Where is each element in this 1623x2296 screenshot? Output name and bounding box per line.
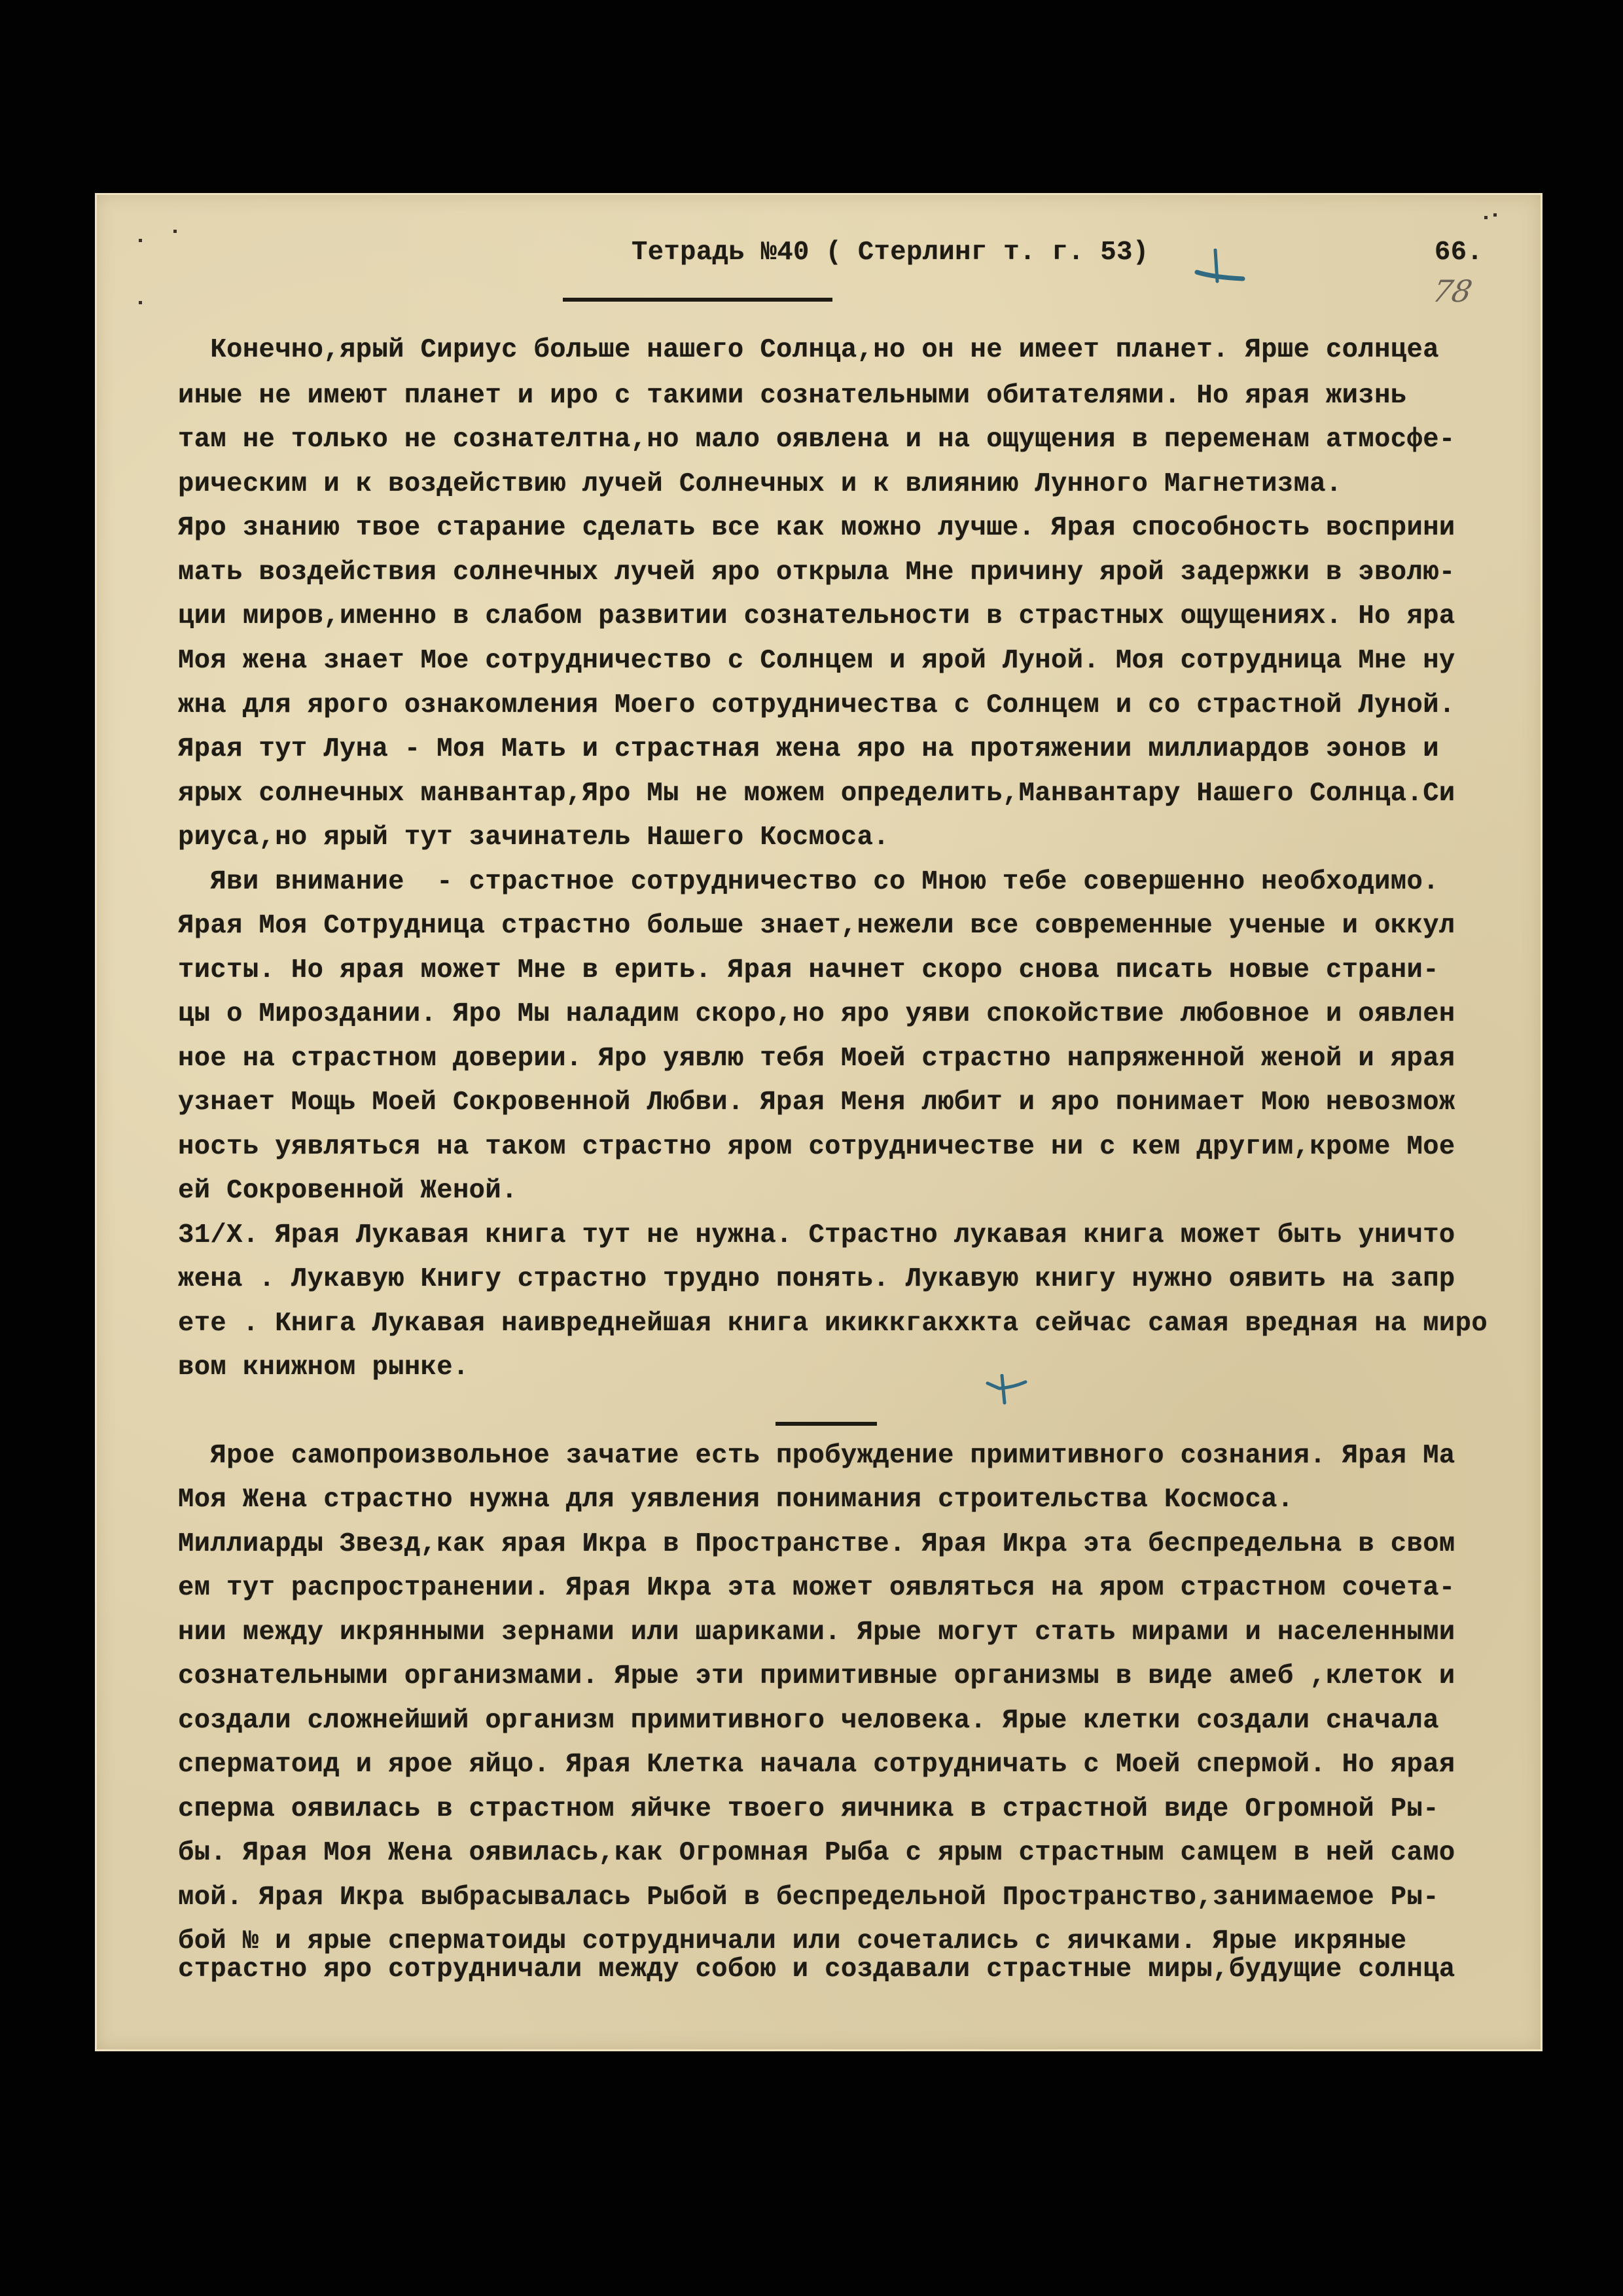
typed-line: страстно яро сотрудничали между собою и создавали страстные миры,будущие солнца	[178, 1954, 1455, 1985]
typed-line: ярых солнечных манвантар,Яро Мы не можем определить,Манвантару Нашего Солнца.Си	[178, 779, 1455, 809]
typed-line: ей Сокровенной Женой.	[178, 1176, 518, 1206]
typed-line: цы о Мироздании. Яро Мы наладим скоро,но яро уяви спокойствие любовное и оявлен	[178, 999, 1455, 1029]
speck	[1484, 216, 1488, 219]
typed-line: нии между икрянными зернами или шариками. Ярые могут стать мирами и населенными	[178, 1617, 1455, 1648]
typed-line: Ярое самопроизвольное зачатие есть пробуждение примитивного сознания. Ярая Ма	[178, 1441, 1455, 1471]
typed-line: ете . Книга Лукавая наивреднейшая книга икиккгакхкта сейчас самая вредная на миро	[178, 1309, 1488, 1339]
typed-line: сперма оявилась в страстном яйчке твоего яичника в страстной виде Огромной Ры-	[178, 1794, 1439, 1824]
typed-line: вом книжном рынке.	[178, 1352, 469, 1383]
speck	[173, 230, 177, 233]
typed-line: 31/X. Ярая Лукавая книга тут не нужна. Страстно лукавая книга может быть уничто	[178, 1220, 1455, 1250]
typed-line: сознательными организмами. Ярые эти примитивные организмы в виде амеб ,клеток и	[178, 1661, 1455, 1691]
speck	[139, 239, 142, 242]
speck	[1493, 213, 1497, 217]
title-underline	[563, 298, 832, 302]
typed-line: ции миров,именно в слабом развитии сознательности в страстных ощущениях. Но яра	[178, 601, 1455, 631]
typed-line: Ярая тут Луна - Моя Мать и страстная жена яро на протяжении миллиардов эонов и	[178, 734, 1439, 764]
typed-line: создали сложнейший организм примитивного человека. Ярые клетки создали сначала	[178, 1706, 1439, 1736]
speck	[139, 301, 142, 304]
typed-line: узнает Мощь Моей Сокровенной Любви. Ярая Меня любит и яро понимает Мою невозмож	[178, 1087, 1455, 1118]
typed-line: Яро знанию твое старание сделать все как можно лучше. Ярая способность восприни	[178, 513, 1455, 543]
typed-line: жна для ярого ознакомления Моего сотрудничества с Солнцем и со страстной Луной.	[178, 690, 1455, 720]
typed-line: Ярая Моя Сотрудница страстно больше знает,нежели все современные ученые и оккул	[178, 911, 1455, 941]
typed-line: Миллиарды Звезд,как ярая Икра в Пространстве. Ярая Икра эта беспредельна в свом	[178, 1529, 1455, 1559]
notebook-title: Тетрадь №40 ( Стерлинг т. г. 53)	[632, 238, 1149, 268]
typed-line: Конечно,ярый Сириус больше нашего Солнца,но он не имеет планет. Ярше солнцеа	[178, 335, 1439, 365]
typed-line: Яви внимание - страстное сотрудничество со Мною тебе совершенно необходимо.	[178, 867, 1439, 897]
typed-line: жена . Лукавую Книгу страстно трудно понять. Лукавую книгу нужно оявить на запр	[178, 1264, 1455, 1294]
typed-line: ность уявляться на таком страстно яром сотрудничестве ни с кем другим,кроме Мое	[178, 1132, 1455, 1162]
typed-line: мать воздействия солнечных лучей яро открыла Мне причину ярой задержки в эволю-	[178, 557, 1455, 588]
typed-line: бой № и ярые сперматоиды сотрудничали или сочетались с яичками. Ярые икряные	[178, 1926, 1407, 1956]
typed-line: ем тут распространении. Ярая Икра эта может оявляться на яром страстном сочета-	[178, 1573, 1455, 1603]
typed-line: мой. Ярая Икра выбрасывалась Рыбой в беспредельной Пространство,занимаемое Ры-	[178, 1882, 1439, 1913]
handwritten-folio-number: 78	[1429, 274, 1476, 309]
page-number: 66.	[1435, 238, 1484, 268]
typed-line: сперматоид и ярое яйцо. Ярая Клетка начала сотрудничать с Моей спермой. Но ярая	[178, 1750, 1455, 1780]
typed-line: иные не имеют планет и иро с такими сознательными обитателями. Но ярая жизнь	[178, 381, 1407, 411]
typed-line: ное на страстном доверии. Яро уявлю тебя Моей страстно напряженной женой и ярая	[178, 1044, 1455, 1074]
typed-line: тисты. Но ярая может Мне в ерить. Ярая начнет скоро снова писать новые страни-	[178, 955, 1439, 985]
typed-line: там не только не сознателтна,но мало оявлена и на ощущения в переменам атмосфе-	[178, 425, 1455, 455]
blue-pencil-check-mark-middle	[985, 1374, 1031, 1407]
typed-line: Моя Жена страстно нужна для уявления понимания строительства Космоса.	[178, 1485, 1294, 1515]
section-divider	[776, 1422, 877, 1426]
blue-pencil-check-mark-top	[1194, 249, 1247, 288]
typed-line: риуса,но ярый тут зачинатель Нашего Космоса.	[178, 822, 889, 853]
typed-line: бы. Ярая Моя Жена оявилась,как Огромная Рыба с ярым страстным самцем в ней само	[178, 1838, 1455, 1868]
typed-line: Моя жена знает Мое сотрудничество с Солнцем и ярой Луной. Моя сотрудница Мне ну	[178, 646, 1455, 676]
typed-line: рическим и к воздействию лучей Солнечных и к влиянию Лунного Магнетизма.	[178, 469, 1342, 499]
